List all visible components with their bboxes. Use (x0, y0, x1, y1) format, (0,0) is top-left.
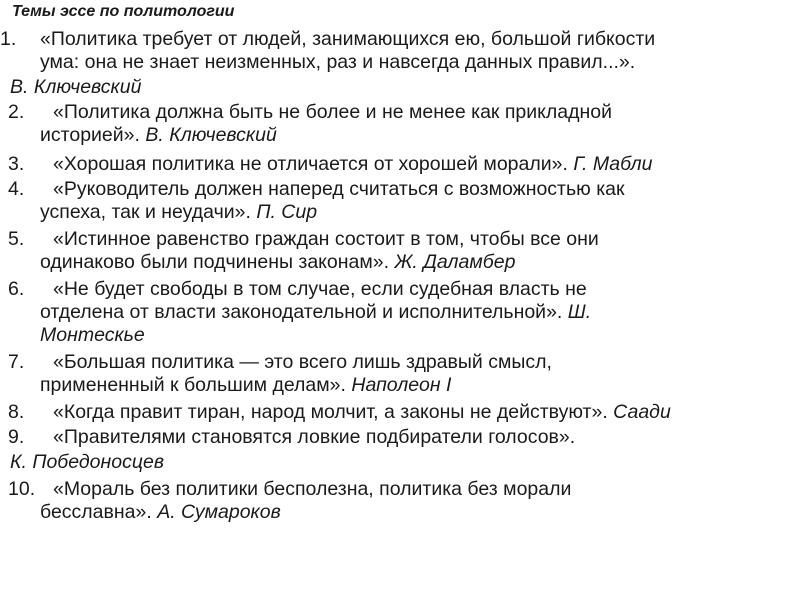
item-number: 3. (8, 153, 25, 175)
quote-author: Г. Мабли (573, 153, 653, 175)
quote-text: отделена от власти законодательной и исполнительной». (40, 301, 563, 323)
quote-author: Наполеон I (351, 374, 452, 396)
item-number: 10. (8, 478, 36, 500)
item-number: 4. (8, 178, 25, 200)
quote-line-with-author (40, 501, 281, 524)
quote-text: «Хорошая политика не отличается от хорошей морали». (53, 153, 568, 175)
quote-line-with-author (53, 153, 653, 176)
quote-author: П. Сир (256, 201, 318, 223)
item-number: 1. (0, 28, 17, 50)
quote-line: ума: она не знает неизменных, раз и навсегда данных правил...». (40, 51, 636, 73)
quote-line-with-author (53, 401, 671, 424)
quote-text: одинаково были подчинены законам». (40, 251, 390, 273)
quote-line: «Политика требует от людей, занимающихся ею, большой гибкости (40, 28, 656, 50)
quote-line: «Политика должна быть не более и не менее как прикладной (53, 101, 613, 123)
item-number: 2. (8, 101, 25, 123)
quote-text: историей». (40, 124, 140, 146)
item-number: 8. (8, 401, 25, 423)
quote-text: примененный к большим делам». (40, 374, 346, 396)
quote-author: Ш. (567, 301, 592, 323)
quote-author: В. Ключевский (10, 76, 142, 98)
quote-line-with-author (40, 124, 277, 147)
page-title: Темы эссе по политологии (12, 3, 235, 20)
quote-text: успеха, так и неудачи». (40, 201, 251, 223)
quote-line-with-author (40, 251, 515, 274)
quote-author: Саади (613, 401, 671, 423)
quote-line: «Истинное равенство граждан состоит в том, чтобы все они (53, 228, 599, 250)
quote-author: В. Ключевский (145, 124, 277, 146)
quote-line: «Руководитель должен наперед считаться с возможностью как (53, 178, 625, 200)
quote-text: «Когда правит тиран, народ молчит, а законы не действуют». (53, 401, 608, 423)
quote-line: «Большая политика — это всего лишь здравый смысл, (53, 351, 552, 373)
quote-line-with-author (40, 301, 591, 324)
quote-line-with-author (40, 201, 317, 224)
quote-line: «Правителями становятся ловкие подбиратели голосов». (53, 426, 576, 448)
quote-text: бесславна». (40, 501, 152, 523)
quote-line: «Мораль без политики бесполезна, политика без морали (53, 478, 572, 500)
quote-author: Монтескье (40, 324, 145, 346)
quote-author: Ж. Даламбер (394, 251, 516, 273)
quote-line-with-author (40, 374, 451, 397)
quote-author: К. Победоносцев (10, 451, 165, 473)
quote-line: «Не будет свободы в том случае, если судебная власть не (53, 278, 587, 300)
item-number: 9. (8, 426, 25, 448)
item-number: 6. (8, 278, 25, 300)
item-number: 7. (8, 351, 25, 373)
item-number: 5. (8, 228, 25, 250)
quote-author: А. Сумароков (157, 501, 281, 523)
